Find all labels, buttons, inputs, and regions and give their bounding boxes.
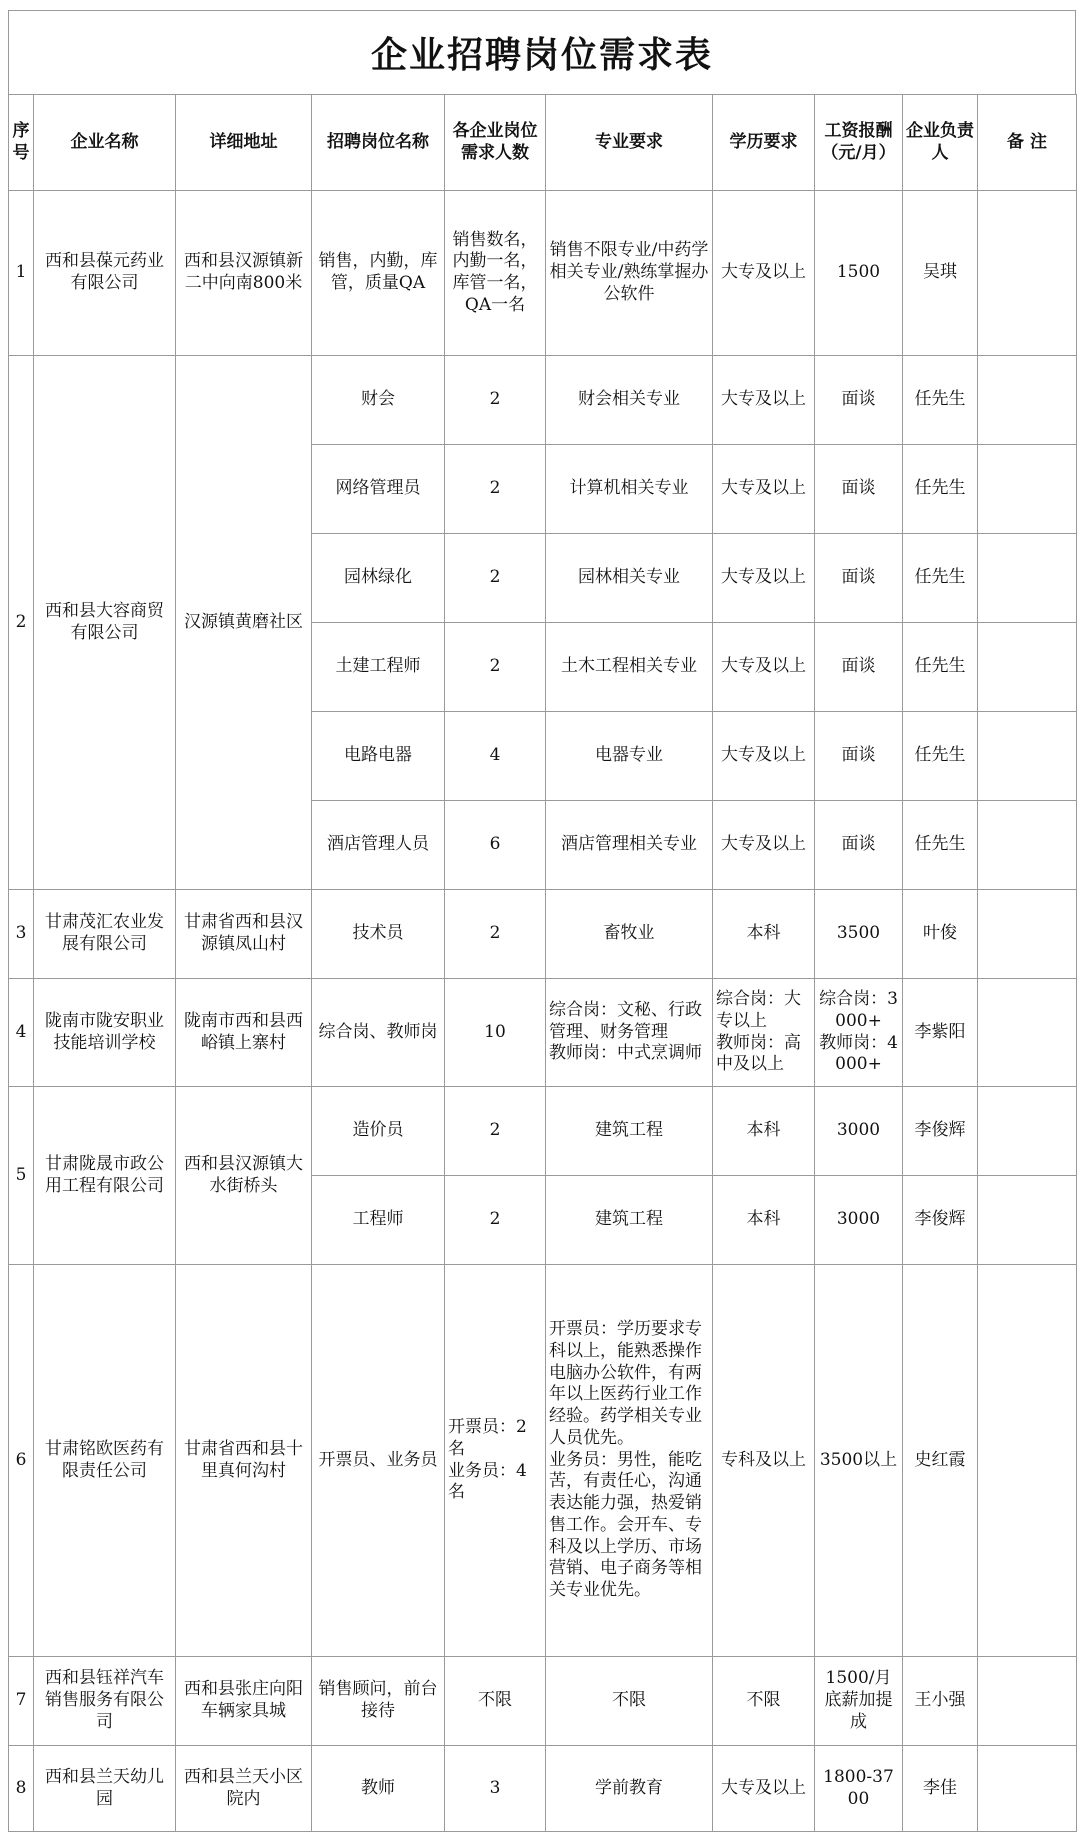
note-cell [978,534,1077,623]
header-contact: 企业负责人 [903,95,978,191]
salary-cell: 综合岗：3000+ 教师岗：4000+ [815,979,903,1087]
count-cell: 2 [445,890,546,979]
address-cell: 甘肃省西和县十里真何沟村 [176,1265,312,1657]
major-cell: 建筑工程 [546,1087,713,1176]
major-cell: 综合岗：文秘、行政管理、财务管理 教师岗：中式烹调师 [546,979,713,1087]
education-cell: 大专及以上 [713,356,815,445]
table-row [9,1265,1077,1657]
table-row [9,979,1077,1087]
count-cell: 2 [445,1087,546,1176]
education-cell: 不限 [713,1657,815,1746]
table-row [9,890,1077,979]
major-cell: 财会相关专业 [546,356,713,445]
count-cell: 2 [445,445,546,534]
position-cell: 财会 [312,356,445,445]
salary-cell: 面谈 [815,623,903,712]
header-note: 备 注 [978,95,1077,191]
contact-cell: 任先生 [903,534,978,623]
note-cell [978,1657,1077,1746]
major-cell: 建筑工程 [546,1176,713,1265]
major-cell: 学前教育 [546,1746,713,1832]
note-cell [978,890,1077,979]
seq-cell: 3 [9,890,34,979]
header-education: 学历要求 [713,95,815,191]
table-row [9,1087,1077,1176]
salary-cell: 3000 [815,1176,903,1265]
major-cell: 酒店管理相关专业 [546,801,713,890]
major-cell: 土木工程相关专业 [546,623,713,712]
count-cell: 销售数名，内勤一名，库管一名，QA一名 [445,191,546,356]
table-row [9,1746,1077,1832]
address-cell: 汉源镇黄磨社区 [176,356,312,890]
education-cell: 大专及以上 [713,534,815,623]
position-cell: 土建工程师 [312,623,445,712]
position-cell: 工程师 [312,1176,445,1265]
address-cell: 陇南市西和县西峪镇上寨村 [176,979,312,1087]
position-cell: 技术员 [312,890,445,979]
salary-cell: 面谈 [815,356,903,445]
contact-cell: 叶俊 [903,890,978,979]
contact-cell: 史红霞 [903,1265,978,1657]
contact-cell: 李俊辉 [903,1087,978,1176]
address-cell: 甘肃省西和县汉源镇凤山村 [176,890,312,979]
note-cell [978,191,1077,356]
company-name-cell: 西和县兰天幼儿园 [34,1746,176,1832]
position-cell: 造价员 [312,1087,445,1176]
header-salary: 工资报酬（元/月） [815,95,903,191]
header-row [9,95,1077,191]
contact-cell: 任先生 [903,712,978,801]
company-name-cell: 甘肃铭欧医药有限责任公司 [34,1265,176,1657]
company-name-cell: 西和县葆元药业有限公司 [34,191,176,356]
salary-cell: 面谈 [815,445,903,534]
education-cell: 大专及以上 [713,191,815,356]
salary-cell: 1500/月底薪加提成 [815,1657,903,1746]
salary-cell: 3000 [815,1087,903,1176]
header-count: 各企业岗位需求人数 [445,95,546,191]
position-cell: 综合岗、教师岗 [312,979,445,1087]
note-cell [978,445,1077,534]
position-cell: 销售顾问，前台接待 [312,1657,445,1746]
major-cell: 开票员：学历要求专科以上，能熟悉操作电脑办公软件，有两年以上医药行业工作经验。药学相关专业人员优先。 业务员：男性，能吃苦，有责任心，沟通表达能力强，热爱销售工作。会开车、专科及以上学历、市场营销、电子商务等相关专业优先。 [546,1265,713,1657]
salary-cell: 面谈 [815,801,903,890]
position-cell: 销售，内勤，库管，质量QA [312,191,445,356]
table-row [9,356,1077,445]
count-cell: 4 [445,712,546,801]
seq-cell: 1 [9,191,34,356]
note-cell [978,1746,1077,1832]
education-cell: 综合岗：大专以上 教师岗：高中及以上 [713,979,815,1087]
seq-cell: 6 [9,1265,34,1657]
note-cell [978,1176,1077,1265]
header-seq: 序号 [9,95,34,191]
table-row [9,191,1077,356]
contact-cell: 吴琪 [903,191,978,356]
contact-cell: 李紫阳 [903,979,978,1087]
address-cell: 西和县张庄向阳车辆家具城 [176,1657,312,1746]
count-cell: 不限 [445,1657,546,1746]
address-cell: 西和县汉源镇大水街桥头 [176,1087,312,1265]
major-cell: 销售不限专业/中药学相关专业/熟练掌握办公软件 [546,191,713,356]
count-cell: 2 [445,1176,546,1265]
position-cell: 酒店管理人员 [312,801,445,890]
note-cell [978,1087,1077,1176]
note-cell [978,623,1077,712]
company-name-cell: 西和县大容商贸有限公司 [34,356,176,890]
company-name-cell: 西和县钰祥汽车销售服务有限公司 [34,1657,176,1746]
seq-cell: 2 [9,356,34,890]
seq-cell: 4 [9,979,34,1087]
education-cell: 本科 [713,1176,815,1265]
education-cell: 大专及以上 [713,712,815,801]
count-cell: 开票员：2名 业务员：4名 [445,1265,546,1657]
header-position: 招聘岗位名称 [312,95,445,191]
major-cell: 电器专业 [546,712,713,801]
education-cell: 大专及以上 [713,1746,815,1832]
company-name-cell: 陇南市陇安职业技能培训学校 [34,979,176,1087]
contact-cell: 任先生 [903,356,978,445]
education-cell: 本科 [713,890,815,979]
company-name-cell: 甘肃陇晟市政公用工程有限公司 [34,1087,176,1265]
company-name-cell: 甘肃茂汇农业发展有限公司 [34,890,176,979]
note-cell [978,1265,1077,1657]
salary-cell: 1500 [815,191,903,356]
position-cell: 网络管理员 [312,445,445,534]
major-cell: 不限 [546,1657,713,1746]
salary-cell: 面谈 [815,712,903,801]
recruitment-table [8,94,1077,1832]
note-cell [978,979,1077,1087]
count-cell: 6 [445,801,546,890]
position-cell: 园林绿化 [312,534,445,623]
major-cell: 计算机相关专业 [546,445,713,534]
note-cell [978,712,1077,801]
contact-cell: 李俊辉 [903,1176,978,1265]
position-cell: 电路电器 [312,712,445,801]
table-row [9,1657,1077,1746]
major-cell: 园林相关专业 [546,534,713,623]
address-cell: 西和县汉源镇新二中向南800米 [176,191,312,356]
education-cell: 大专及以上 [713,801,815,890]
salary-cell: 1800-3700 [815,1746,903,1832]
count-cell: 2 [445,356,546,445]
address-cell: 西和县兰天小区院内 [176,1746,312,1832]
header-company: 企业名称 [34,95,176,191]
contact-cell: 任先生 [903,801,978,890]
note-cell [978,356,1077,445]
education-cell: 本科 [713,1087,815,1176]
page-title: 企业招聘岗位需求表 [8,10,1076,94]
position-cell: 开票员、业务员 [312,1265,445,1657]
contact-cell: 李佳 [903,1746,978,1832]
contact-cell: 王小强 [903,1657,978,1746]
header-major: 专业要求 [546,95,713,191]
count-cell: 10 [445,979,546,1087]
education-cell: 大专及以上 [713,623,815,712]
salary-cell: 3500 [815,890,903,979]
salary-cell: 面谈 [815,534,903,623]
education-cell: 专科及以上 [713,1265,815,1657]
count-cell: 3 [445,1746,546,1832]
seq-cell: 8 [9,1746,34,1832]
seq-cell: 7 [9,1657,34,1746]
note-cell [978,801,1077,890]
contact-cell: 任先生 [903,445,978,534]
seq-cell: 5 [9,1087,34,1265]
major-cell: 畜牧业 [546,890,713,979]
contact-cell: 任先生 [903,623,978,712]
header-address: 详细地址 [176,95,312,191]
count-cell: 2 [445,534,546,623]
education-cell: 大专及以上 [713,445,815,534]
count-cell: 2 [445,623,546,712]
salary-cell: 3500以上 [815,1265,903,1657]
position-cell: 教师 [312,1746,445,1832]
